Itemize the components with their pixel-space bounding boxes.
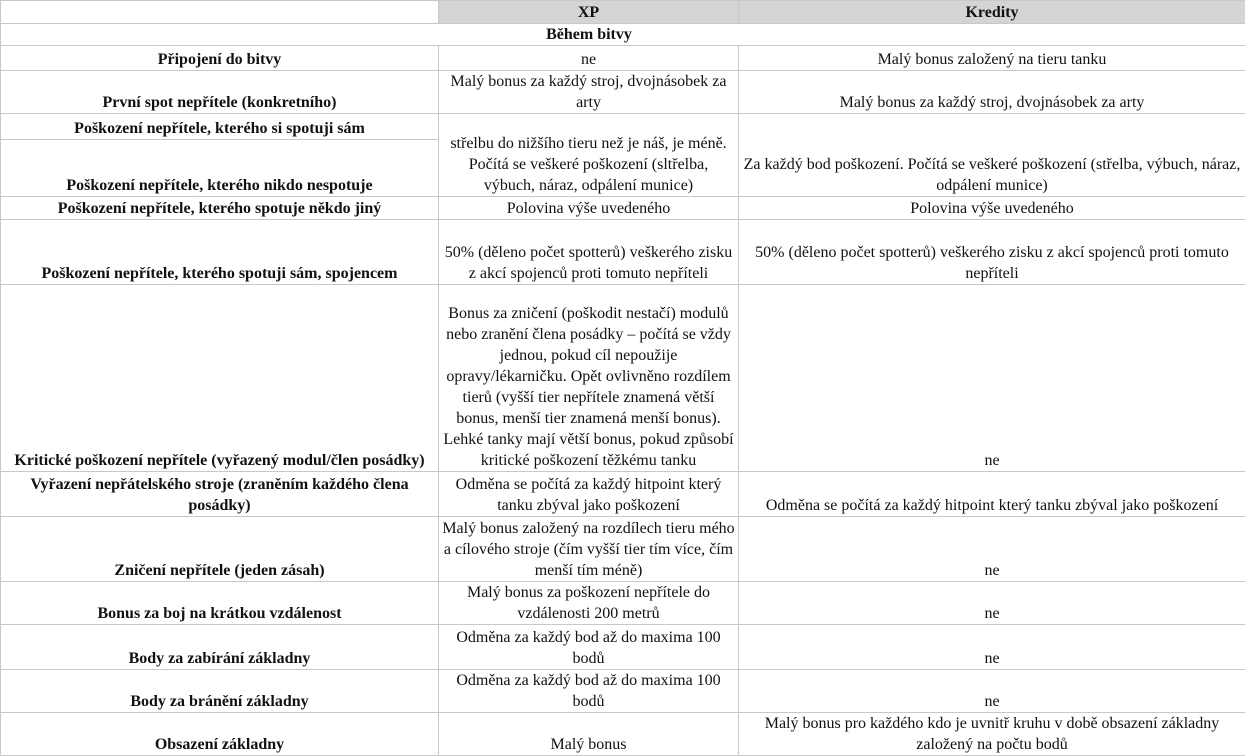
credits-cell: Odměna se počítá za každý hitpoint který tanku zbýval jako poškození xyxy=(739,472,1245,517)
table-row xyxy=(1,114,1245,140)
xp-text: střelbu do nižšího tieru než je náš, je méně. Počítá se veškeré poškození (sltřelba, výbuch, náraz, odpálení munice) xyxy=(442,133,735,196)
row-label: Připojení do bitvy xyxy=(1,46,439,71)
table-row xyxy=(1,625,1245,670)
credits-cell: ne xyxy=(739,517,1245,582)
section-title xyxy=(1,24,1245,46)
header-empty xyxy=(1,1,439,24)
credits-cell: Malý bonus založený na tieru tanku xyxy=(739,46,1245,71)
table-row xyxy=(1,46,1245,71)
xp-cell: Malý bonus xyxy=(439,713,739,756)
table-row xyxy=(1,197,1245,220)
table-row xyxy=(1,220,1245,285)
row-label: Zničení nepřítele (jeden zásah) xyxy=(1,517,439,582)
header-xp: XP xyxy=(439,1,739,24)
row-label: Kritické poškození nepřítele (vyřazený modul/člen posádky) xyxy=(1,285,439,472)
xp-cell: Odměna za každý bod až do maxima 100 bodů xyxy=(439,670,739,713)
credits-cell: ne xyxy=(739,670,1245,713)
credits-cell: 50% (děleno počet spotterů) veškerého zisku z akcí spojenců proti tomuto nepříteli xyxy=(739,220,1245,285)
row-label: Obsazení základny xyxy=(1,713,439,756)
xp-cell xyxy=(439,114,739,197)
table-row xyxy=(1,285,1245,472)
row-label: Body za zabírání základny xyxy=(1,625,439,670)
credits-cell: Za každý bod poškození. Počítá se veškeré poškození (střelba, výbuch, náraz, odpálení munice) xyxy=(739,114,1245,197)
row-label: Body za bránění základny xyxy=(1,670,439,713)
row-label: Vyřazení nepřátelského stroje (zraněním každého člena posádky) xyxy=(1,472,439,517)
section-label: Během bitvy xyxy=(439,24,739,45)
row-label: Poškození nepřítele, kterého nikdo nespotuje xyxy=(1,140,439,197)
row-label: Poškození nepřítele, kterého si spotuji sám xyxy=(1,114,439,140)
row-label: První spot nepřítele (konkretního) xyxy=(1,71,439,114)
row-label: Poškození nepřítele, kterého spotuji sám, spojencem xyxy=(1,220,439,285)
credits-cell: Malý bonus za každý stroj, dvojnásobek za arty xyxy=(739,71,1245,114)
table-row xyxy=(1,670,1245,713)
table-row xyxy=(1,517,1245,582)
credits-cell: ne xyxy=(739,285,1245,472)
row-label: Poškození nepřítele, kterého spotuje někdo jiný xyxy=(1,197,439,220)
credits-cell: ne xyxy=(739,582,1245,625)
xp-cell: Malý bonus založený na rozdílech tieru mého a cílového stroje (čím vyšší tier tím více, čím menší tím méně) xyxy=(439,517,739,582)
xp-cell: Malý bonus za poškození nepřítele do vzdálenosti 200 metrů xyxy=(439,582,739,625)
credits-cell: Malý bonus pro každého kdo je uvnitř kruhu v době obsazení základny založený na počtu bodů xyxy=(739,713,1245,756)
header-row xyxy=(1,1,1245,24)
xp-cell: Bonus za zničení (poškodit nestačí) modulů nebo zranění člena posádky – počítá se vždy jednou, pokud cíl nepoužije opravy/lékarničku. Opět ovlivněno rozdílem tierů (vyšší tier nepřítele znamená větší bonus, menší tier znamená menší bonus). Lehké tanky mají větší bonus, pokud způsobí kritické poškození těžkému tanku xyxy=(439,285,739,472)
xp-cell: Malý bonus za každý stroj, dvojnásobek za arty xyxy=(439,71,739,114)
section-row xyxy=(1,24,1245,46)
xp-cell: Polovina výše uvedeného xyxy=(439,197,739,220)
credits-cell: ne xyxy=(739,625,1245,670)
xp-cell: 50% (děleno počet spotterů) veškerého zisku z akcí spojenců proti tomuto nepříteli xyxy=(439,220,739,285)
table-row xyxy=(1,472,1245,517)
xp-cell: Odměna za každý bod až do maxima 100 bodů xyxy=(439,625,739,670)
table-row xyxy=(1,582,1245,625)
header-credits: Kredity xyxy=(739,1,1245,24)
credits-cell: Polovina výše uvedeného xyxy=(739,197,1245,220)
xp-cell: Odměna se počítá za každý hitpoint který tanku zbýval jako poškození xyxy=(439,472,739,517)
row-label: Bonus za boj na krátkou vzdálenost xyxy=(1,582,439,625)
table-row xyxy=(1,713,1245,756)
table-row xyxy=(1,71,1245,114)
xp-cell: ne xyxy=(439,46,739,71)
